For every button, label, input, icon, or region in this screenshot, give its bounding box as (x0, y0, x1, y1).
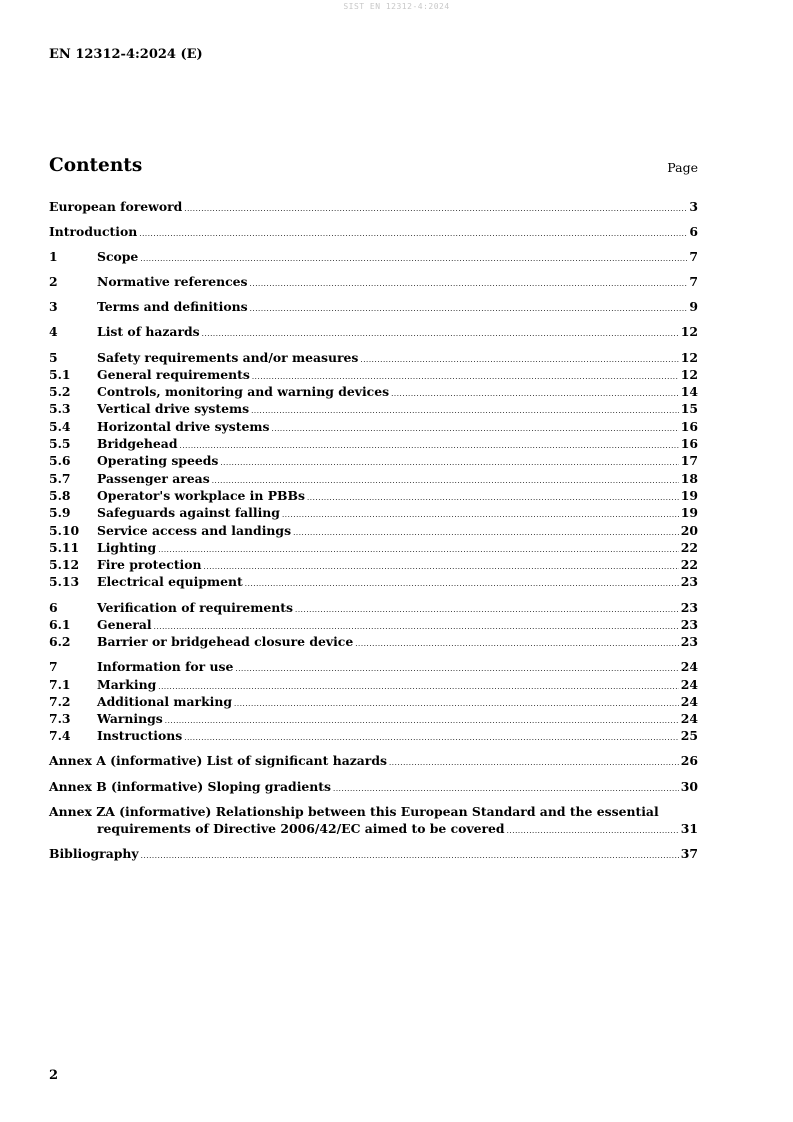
toc-title: Warnings (97, 711, 163, 727)
toc-title: Horizontal drive systems (97, 418, 270, 434)
toc-number: 6 (49, 599, 58, 615)
toc-entry-5-1[interactable] (49, 366, 698, 383)
toc-page: 14 (680, 384, 698, 400)
toc-number: 7.3 (49, 711, 71, 727)
leader-dots (250, 301, 688, 318)
toc-entry-bibliography[interactable] (49, 845, 698, 862)
toc-entry-6-2[interactable] (49, 633, 698, 650)
toc-title: Marking (97, 676, 157, 692)
toc-number: 7.4 (49, 728, 71, 744)
toc-entry-annex-b[interactable] (49, 778, 698, 795)
leader-dots (391, 386, 679, 403)
toc-number: 7 (49, 659, 58, 675)
toc-title: Normative references (97, 274, 248, 290)
leader-dots (360, 352, 678, 369)
leader-dots (139, 226, 687, 243)
toc-page: 12 (680, 349, 698, 365)
toc-entry-7-1[interactable] (49, 676, 698, 693)
toc-title: Annex ZA (informative) Relationship between this European Standard and the essential (49, 803, 659, 819)
toc-title: Introduction (49, 224, 138, 240)
toc-number: 5.8 (49, 487, 71, 503)
toc-number: 3 (49, 299, 58, 315)
toc-entry-7[interactable] (49, 658, 698, 675)
leader-dots (180, 438, 679, 455)
leader-dots (355, 636, 679, 653)
toc-entry-5-6[interactable] (49, 452, 698, 469)
toc-entry-5-4[interactable] (49, 418, 698, 435)
toc-page: 26 (680, 753, 698, 769)
toc-title: Terms and definitions (97, 299, 248, 315)
toc-title: European foreword (49, 199, 183, 214)
toc-page: 23 (680, 599, 698, 615)
leader-dots (158, 679, 679, 696)
toc-entry-1[interactable] (49, 248, 698, 265)
leader-dots (245, 576, 679, 593)
toc-number: 5.12 (49, 557, 80, 573)
leader-dots (235, 661, 678, 678)
toc-title: Operator's workplace in PBBs (97, 487, 305, 503)
leader-dots (140, 251, 687, 268)
toc-title: Controls, monitoring and warning devices (97, 384, 390, 400)
leader-dots (307, 490, 679, 507)
toc-page: 22 (680, 539, 698, 555)
toc-entry-4[interactable] (49, 323, 698, 340)
toc-title: List of hazards (97, 324, 200, 340)
toc-number: 7.2 (49, 693, 71, 709)
toc-entry-7-2[interactable] (49, 693, 698, 710)
toc-page: 15 (680, 401, 698, 417)
toc-number: 5.7 (49, 470, 71, 486)
toc-number: 2 (49, 274, 58, 290)
toc-title: Annex B (informative) Sloping gradients (49, 778, 331, 794)
toc-page: 19 (680, 505, 698, 521)
toc-number: 5.3 (49, 401, 71, 417)
toc-entry-5-7[interactable] (49, 470, 698, 487)
toc-entry-annex-za[interactable] (49, 803, 698, 838)
toc-title: Lighting (97, 539, 157, 555)
toc-number: 5.9 (49, 505, 71, 521)
toc-title: Scope (97, 249, 139, 265)
toc-entry-5-13[interactable] (49, 573, 698, 590)
toc-title: Instructions (97, 728, 183, 744)
toc-number: 5.4 (49, 418, 71, 434)
toc-title: Vertical drive systems (97, 401, 250, 417)
leader-dots (234, 696, 679, 713)
toc-title: Bridgehead (97, 436, 178, 452)
table-of-contents (49, 198, 698, 862)
toc-number: 5.2 (49, 384, 71, 400)
toc-number: 4 (49, 324, 58, 340)
toc-entry-7-3[interactable] (49, 710, 698, 727)
toc-entry-5-12[interactable] (49, 556, 698, 573)
leader-dots (165, 713, 679, 730)
toc-page: 3 (689, 199, 698, 214)
leader-dots (333, 781, 679, 798)
leader-dots (141, 848, 679, 865)
toc-title: Information for use (97, 659, 234, 675)
leader-dots (220, 455, 678, 472)
toc-page: 31 (680, 820, 698, 836)
toc-title: Fire protection (97, 557, 202, 573)
toc-title: Barrier or bridgehead closure device (97, 634, 354, 650)
contents-heading: Contents (49, 155, 143, 176)
toc-number: 5 (49, 349, 58, 365)
toc-page: 16 (680, 418, 698, 434)
leader-dots (204, 559, 679, 576)
toc-title: Safety requirements and/or measures (97, 349, 359, 365)
toc-number: 6.1 (49, 616, 71, 632)
toc-page: 24 (680, 676, 698, 692)
toc-page: 7 (689, 249, 698, 265)
toc-entry-5-11[interactable] (49, 539, 698, 556)
leader-dots (202, 326, 679, 343)
toc-page: 20 (680, 522, 698, 538)
toc-entry-5-2[interactable] (49, 383, 698, 400)
toc-number: 7.1 (49, 676, 71, 692)
toc-title: Safeguards against falling (97, 505, 280, 521)
leader-dots (507, 823, 679, 840)
toc-number: 5.11 (49, 539, 80, 555)
toc-title-continuation: requirements of Directive 2006/42/EC aimed to be covered (97, 820, 505, 836)
toc-page: 6 (689, 224, 698, 240)
leader-dots (250, 276, 688, 293)
toc-entry-7-4[interactable] (49, 727, 698, 744)
page-number: 2 (49, 1068, 59, 1083)
toc-page: 23 (680, 616, 698, 632)
toc-entry-6[interactable] (49, 599, 698, 616)
toc-title: Verification of requirements (97, 599, 294, 615)
toc-page: 24 (680, 659, 698, 675)
toc-number: 5.6 (49, 453, 71, 469)
toc-page: 37 (680, 846, 698, 862)
toc-number: 1 (49, 249, 58, 265)
toc-number: 6.2 (49, 634, 71, 650)
toc-title: Bibliography (49, 846, 139, 862)
toc-page: 12 (680, 324, 698, 340)
leader-dots (251, 403, 679, 420)
toc-page: 22 (680, 557, 698, 573)
toc-page: 24 (680, 693, 698, 709)
toc-page: 23 (680, 574, 698, 590)
leader-dots (184, 201, 687, 218)
leader-dots (389, 755, 679, 772)
toc-title: Passenger areas (97, 470, 210, 486)
toc-entry-6-1[interactable] (49, 616, 698, 633)
toc-page: 12 (680, 366, 698, 382)
toc-title-continuation-row (49, 820, 698, 837)
leader-dots (184, 730, 678, 747)
toc-page: 16 (680, 436, 698, 452)
toc-title: General requirements (97, 366, 250, 382)
toc-title: General (97, 616, 152, 632)
toc-title: Service access and landings (97, 522, 292, 538)
toc-page: 18 (680, 470, 698, 486)
toc-page: 9 (689, 299, 698, 315)
page-column-label: Page (667, 160, 698, 175)
toc-entry-5-9[interactable] (49, 504, 698, 521)
toc-page: 25 (680, 728, 698, 744)
toc-page: 23 (680, 634, 698, 650)
toc-entry-5-3[interactable] (49, 400, 698, 417)
toc-entry-5[interactable] (49, 349, 698, 366)
toc-number: 5.10 (49, 522, 80, 538)
toc-entry-5-8[interactable] (49, 487, 698, 504)
toc-entry-5-5[interactable] (49, 435, 698, 452)
toc-title: Additional marking (97, 693, 233, 709)
toc-entry-5-10[interactable] (49, 522, 698, 539)
document-id: EN 12312-4:2024 (E) (49, 47, 203, 62)
toc-entry-annex-a[interactable] (49, 752, 698, 769)
toc-entry-2[interactable] (49, 273, 698, 290)
leader-dots (158, 542, 679, 559)
toc-page: 17 (680, 453, 698, 469)
leader-dots (282, 507, 679, 524)
toc-page: 19 (680, 487, 698, 503)
toc-title: Annex A (informative) List of significant hazards (49, 753, 387, 769)
toc-entry-european-foreword[interactable] (49, 198, 698, 215)
toc-title: Electrical equipment (97, 574, 243, 590)
toc-entry-3[interactable] (49, 298, 698, 315)
toc-number: 5.13 (49, 574, 80, 590)
toc-title: Operating speeds (97, 453, 219, 469)
toc-number: 5.5 (49, 436, 71, 452)
toc-page: 24 (680, 711, 698, 727)
leader-dots (271, 421, 678, 438)
leader-dots (295, 602, 679, 619)
toc-number: 5.1 (49, 366, 71, 382)
leader-dots (293, 525, 679, 542)
toc-page: 7 (689, 274, 698, 290)
watermark: SIST EN 12312-4:2024 (343, 2, 450, 11)
toc-page: 30 (680, 778, 698, 794)
toc-entry-introduction[interactable] (49, 223, 698, 240)
